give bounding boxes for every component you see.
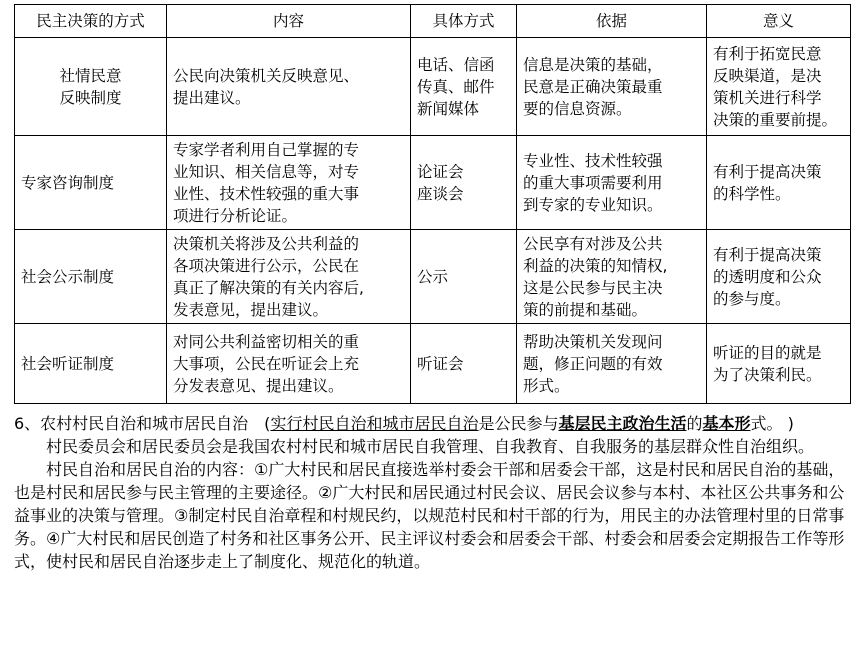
cell-line: 这是公民参与民主决 [523,278,663,297]
cell-line: 策的前提和基础。 [523,300,648,319]
cell-line: 新闻媒体 [417,99,480,118]
cell-line: 形式。 [523,376,570,395]
cell-line: 社会听证制度 [21,354,115,373]
cell-basis [517,230,707,324]
cell-meaning [707,324,851,404]
heading-mid2: 的 [686,414,703,433]
cell-line: 有利于拓宽民意 [713,44,822,63]
cell-line: 论证会 [417,162,464,181]
heading-bold-underlined-2: 基本形 [702,414,751,433]
heading-prefix: 6、农村村民自治和城市居民自治 ( [14,414,271,433]
cell-line: 发表意见，提出建议。 [173,300,329,319]
cell-line: 各项决策进行公示，公民在 [173,256,360,275]
heading-mid: 是公民参与 [478,414,559,433]
cell-line: 的科学性。 [713,184,791,203]
cell-line: 的重大事项需要利用 [523,173,663,192]
cell-way [411,230,517,324]
table-row [15,324,851,404]
cell-line: 业知识、相关信息等，对专 [173,162,360,181]
table-row [15,38,851,136]
cell-line: 大事项，公民在听证会上充 [173,354,360,373]
cell-method [15,324,167,404]
cell-line: 反映制度 [59,88,122,107]
table-row [15,136,851,230]
cell-line: 信息是决策的基础， [523,55,663,74]
cell-meaning [707,230,851,324]
cell-way [411,38,517,136]
cell-line: 项进行分析论证。 [173,206,298,225]
cell-line: 的透明度和公众 [713,267,822,286]
cell-line: 传真、邮件 [417,77,495,96]
header-method: 民主决策的方式 [15,5,167,38]
cell-line: 策机关进行科学 [713,88,822,107]
cell-line: 专家学者利用自己掌握的专 [173,140,360,159]
header-content: 内容 [167,5,411,38]
cell-line: 座谈会 [417,184,464,203]
cell-method [15,230,167,324]
cell-line: 利益的决策的知情权, [523,256,668,275]
cell-way [411,324,517,404]
table-row [15,230,851,324]
cell-content [167,230,411,324]
heading-underlined: 实行村民自治和城市居民自治 [270,414,479,433]
section-text [14,412,850,573]
cell-line: 决策机关将涉及公共利益的 [173,234,360,253]
cell-line: 专业性、技术性较强 [523,151,663,170]
cell-line: 分发表意见、提出建议。 [173,376,344,395]
cell-line: 公示 [417,267,449,286]
cell-basis [517,38,707,136]
cell-content [167,324,411,404]
heading-tail: 式。 ) [750,414,794,433]
cell-basis [517,136,707,230]
cell-meaning [707,38,851,136]
cell-line: 的参与度。 [713,289,791,308]
cell-line: 帮助决策机关发现问 [523,332,663,351]
cell-line: 专家咨询制度 [21,173,115,192]
cell-line: 听证会 [417,354,464,373]
cell-line: 对同公共利益密切相关的重 [173,332,360,351]
cell-method [15,136,167,230]
cell-line: 社情民意 [59,66,122,85]
cell-line: 决策的重要前提。 [713,110,838,129]
paragraph-1: 村民委员会和居民委员会是我国农村村民和城市居民自我管理、自我教育、自我服务的基层群众性自治组织。 [46,437,815,456]
section-heading [14,412,850,435]
cell-line: 有利于提高决策 [713,245,822,264]
cell-line: 听证的目的就是 [713,343,822,362]
cell-line: 要的信息资源。 [523,99,632,118]
header-meaning: 意义 [707,5,851,38]
cell-meaning [707,136,851,230]
cell-line: 业性、技术性较强的重大事 [173,184,360,203]
cell-method [15,38,167,136]
cell-line: 到专家的专业知识。 [523,195,663,214]
cell-line: 社会公示制度 [21,267,115,286]
cell-content [167,136,411,230]
header-way: 具体方式 [411,5,517,38]
paragraph-2: 村民自治和居民自治的内容：①广大村民和居民直接选举村委会干部和居委会干部，这是村民和居民自治的基础，也是村民和居民参与民主管理的主要途径。②广大村民和居民通过村民会议、居民会议参与本村、本社区公共事务和公益事业的决策与管理。③制定村民自治章程和村规民约，以规范村民和村干部的行为，用民主的办法管理村里的日常事务。④广大村民和居民创造了村务和社区事务公开、民主评议村委会和居委会干部、村委会和居委会定期报告工作等形式，使村民和居民自治逐步走上了制度化、规范化的轨道。 [14,460,845,571]
cell-line: 题，修正问题的有效 [523,354,663,373]
cell-way [411,136,517,230]
decision-table [14,4,851,404]
cell-line: 民意是正确决策最重 [523,77,663,96]
cell-line: 反映渠道，是决 [713,66,822,85]
cell-content [167,38,411,136]
cell-line: 电话、信函 [417,55,495,74]
cell-line: 公民享有对涉及公共 [523,234,663,253]
cell-line: 提出建议。 [173,88,251,107]
cell-line: 公民向决策机关反映意见、 [173,66,360,85]
cell-line: 有利于提高决策 [713,162,822,181]
header-basis: 依据 [517,5,707,38]
cell-line: 为了决策利民。 [713,365,822,384]
cell-line: 真正了解决策的有关内容后, [173,278,364,297]
cell-basis [517,324,707,404]
table-header-row [15,5,851,38]
heading-bold-underlined: 基层民主政治生活 [558,414,687,433]
